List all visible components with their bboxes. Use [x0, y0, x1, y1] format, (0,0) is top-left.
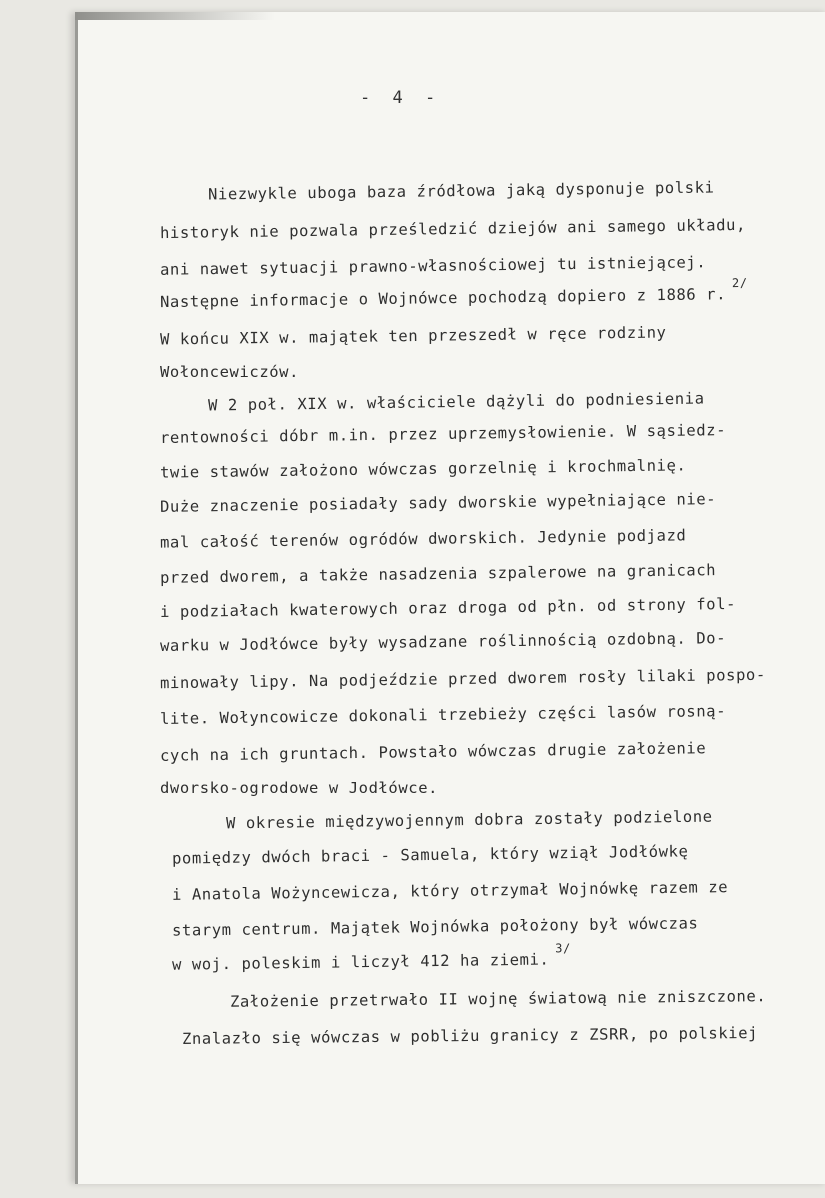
text-line: Duże znaczenie posiadały sady dworskie wypełniające nie-	[159, 490, 717, 516]
text-line: starym centrum. Majątek Wojnówka położony był wówczas	[171, 914, 699, 940]
text-line: rentowności dóbr m.in. przez uprzemysłowienie. W sąsiedz-	[159, 421, 727, 447]
text-line: i Anatola Wożyncewicza, który otrzymał Wojnówkę razem ze	[171, 878, 729, 904]
text-line: przed dworem, a także nasadzenia szpalerowe na granicach	[159, 561, 717, 587]
text-line: cych na ich gruntach. Powstało wówczas drugie założenie	[159, 739, 707, 765]
page-number: - 4 -	[360, 88, 442, 108]
text-line: minowały lipy. Na podjeździe przed dworem rosły lilaki pospo-	[159, 665, 766, 693]
text-line: W okresie międzywojennym dobra zostały podzielone	[225, 807, 713, 833]
text-line: Założenie przetrwało II wojnę światową nie zniszczone.	[229, 987, 767, 1011]
text-line: twie stawów założono wówczas gorzelnię i krochmalnię.	[159, 456, 687, 482]
footnote-ref-2: 2/	[731, 275, 748, 291]
page-edge-shadow	[75, 12, 275, 20]
text-line: i podziałach kwaterowych oraz droga od płn. od strony fol-	[159, 594, 737, 622]
text-line: Niezwykle uboga baza źródłowa jaką dysponuje polski	[207, 178, 715, 204]
text-line: Następne informacje o Wojnówce pochodzą dopiero z 1886 r.$^{2/}$	[159, 275, 748, 312]
text-line: W 2 poł. XIX w. właściciele dążyli do podniesienia	[207, 389, 705, 415]
text-line: mal całość terenów ogródów dworskich. Jedynie podjazd	[159, 526, 687, 552]
text-line: ani nawet sytuacji prawno-własnościowej tu istniejącej.	[159, 253, 707, 279]
text-line: historyk nie pozwala prześledzić dziejów ani samego układu,	[159, 215, 747, 243]
text-line: w woj. poleskim i liczył 412 ha ziemi.$^{3/}$	[171, 941, 572, 974]
text-line: warku w Jodłówce były wysadzane roślinnością ozdobną. Do-	[159, 629, 727, 655]
text-line: Wołoncewiczów.	[160, 363, 300, 381]
text-line: Znalazło się wówczas w pobliżu granicy z ZSRR, po polskiej	[181, 1023, 759, 1049]
text-line: lite. Wołyncowicze dokonali trzebieży części lasów rosną-	[159, 702, 727, 728]
text-line: dworsko-ogrodowe w Jodłówce.	[160, 779, 439, 797]
text-line: pomiędzy dwóch braci - Samuela, który wziął Jodłówkę	[171, 842, 689, 868]
text-line: W końcu XIX w. majątek ten przeszedł w ręce rodziny	[159, 323, 667, 349]
footnote-ref-3: 3/	[555, 941, 572, 956]
